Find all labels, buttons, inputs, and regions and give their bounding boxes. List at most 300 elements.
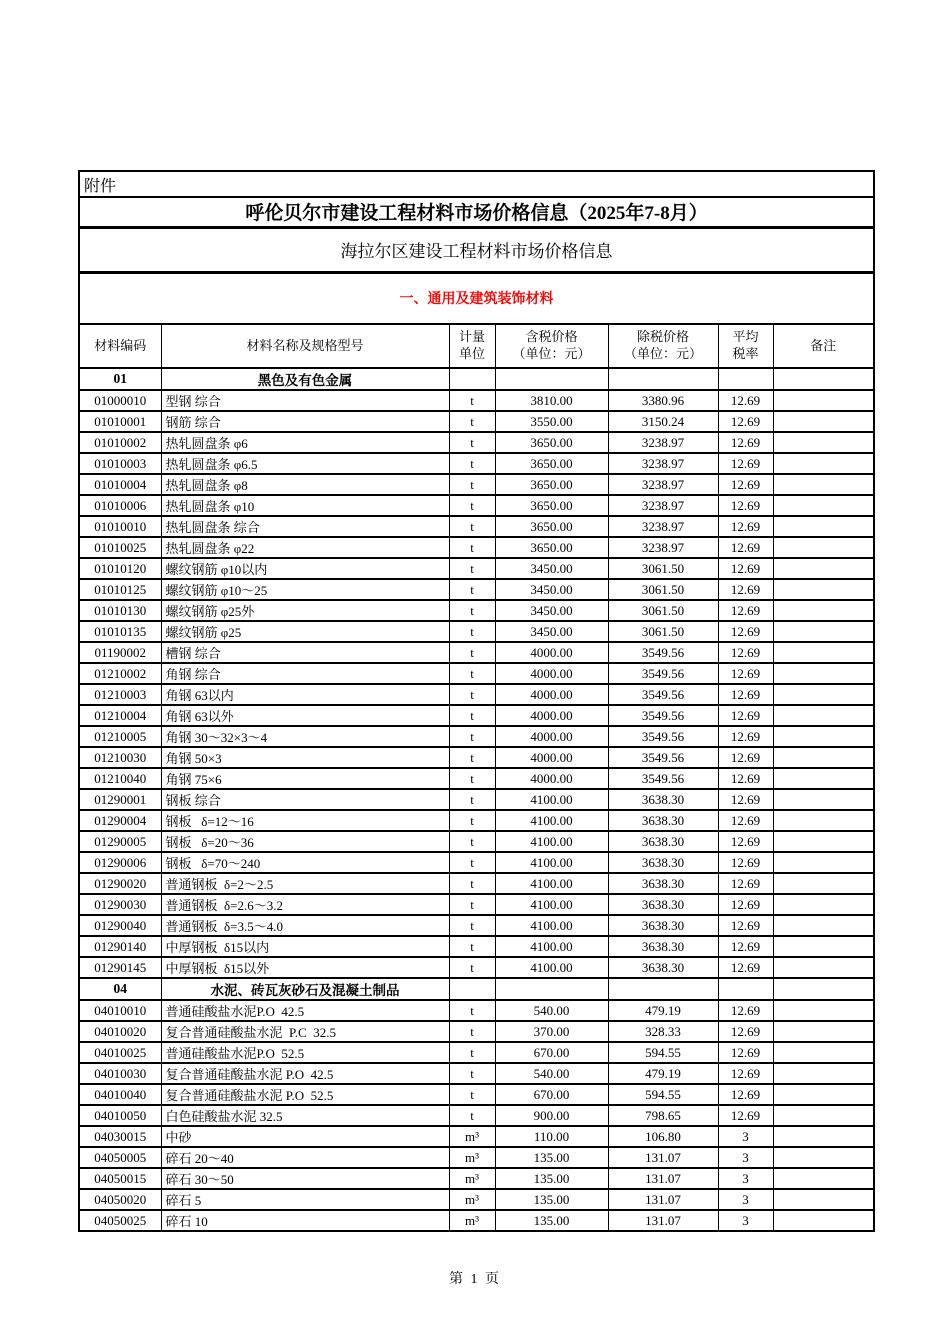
cell-avg-tax-rate: 12.69 bbox=[718, 600, 773, 621]
cell-price-incl-tax: 135.00 bbox=[495, 1210, 608, 1231]
cell-price-incl-tax: 670.00 bbox=[495, 1084, 608, 1105]
subtitle-row bbox=[79, 227, 874, 272]
cell-material-code: 01000010 bbox=[79, 390, 161, 411]
col-header-rate bbox=[718, 324, 773, 368]
cell-material-code: 01210005 bbox=[79, 726, 161, 747]
cell-unit: t bbox=[449, 432, 495, 453]
cell-avg-tax-rate: 3 bbox=[718, 1147, 773, 1168]
cell-unit: t bbox=[449, 747, 495, 768]
cell-material-name: 复合普通硅酸盐水泥 P.O 42.5 bbox=[161, 1063, 449, 1084]
table-row bbox=[79, 663, 874, 684]
cell-price-excl-tax: 3150.24 bbox=[608, 411, 718, 432]
cell-material-name: 角钢 综合 bbox=[161, 663, 449, 684]
cell-avg-tax-rate: 12.69 bbox=[718, 663, 773, 684]
table-row bbox=[79, 1063, 874, 1084]
cell-avg-tax-rate: 12.69 bbox=[718, 1021, 773, 1042]
section-name: 黑色及有色金属 bbox=[161, 368, 449, 390]
cell-price-incl-tax: 4100.00 bbox=[495, 915, 608, 936]
cell-material-name: 螺纹钢筋 φ25 bbox=[161, 621, 449, 642]
cell-avg-tax-rate: 3 bbox=[718, 1210, 773, 1231]
cell-material-code: 01290030 bbox=[79, 894, 161, 915]
cell-price-incl-tax: 3650.00 bbox=[495, 474, 608, 495]
cell-material-name: 普通硅酸盐水泥P.O 52.5 bbox=[161, 1042, 449, 1063]
cell-price-excl-tax: 3238.97 bbox=[608, 432, 718, 453]
cell-material-name: 碎石 5 bbox=[161, 1189, 449, 1210]
price-table-head-area bbox=[79, 171, 874, 368]
table-row bbox=[79, 1147, 874, 1168]
cell-unit: m³ bbox=[449, 1147, 495, 1168]
col-header-price-excl-line1: 除税价格 bbox=[636, 329, 689, 345]
col-header-price-excl bbox=[608, 324, 718, 368]
cell-remark bbox=[773, 516, 874, 537]
table-row bbox=[79, 726, 874, 747]
cell-unit: t bbox=[449, 474, 495, 495]
cell-remark bbox=[773, 1126, 874, 1147]
cell-material-name: 普通钢板 δ=2～2.5 bbox=[161, 873, 449, 894]
cell-price-incl-tax: 3550.00 bbox=[495, 411, 608, 432]
table-row bbox=[79, 537, 874, 558]
col-header-remark bbox=[773, 324, 874, 368]
table-row bbox=[79, 1105, 874, 1126]
col-header-price-incl-line2: （单位：元） bbox=[512, 346, 591, 361]
cell-material-code: 01010025 bbox=[79, 537, 161, 558]
cell-material-code: 01290006 bbox=[79, 852, 161, 873]
cell-avg-tax-rate: 3 bbox=[718, 1168, 773, 1189]
cell-price-incl-tax: 4000.00 bbox=[495, 684, 608, 705]
cell-price-excl-tax: 3380.96 bbox=[608, 390, 718, 411]
cell-remark bbox=[773, 810, 874, 831]
cell-price-excl-tax: 106.80 bbox=[608, 1126, 718, 1147]
table-row bbox=[79, 936, 874, 957]
cell-avg-tax-rate: 12.69 bbox=[718, 852, 773, 873]
table-row bbox=[79, 768, 874, 789]
cell-price-incl-tax: 4000.00 bbox=[495, 705, 608, 726]
cell-material-name: 螺纹钢筋 φ10～25 bbox=[161, 579, 449, 600]
cell-price-excl-tax: 3638.30 bbox=[608, 936, 718, 957]
cell-avg-tax-rate: 12.69 bbox=[718, 705, 773, 726]
cell-price-excl-tax: 3638.30 bbox=[608, 894, 718, 915]
cell-price-excl-tax: 3549.56 bbox=[608, 768, 718, 789]
cell-remark bbox=[773, 1084, 874, 1105]
col-header-price-incl-line1: 含税价格 bbox=[525, 329, 578, 345]
table-row bbox=[79, 621, 874, 642]
cell-price-excl-tax: 3638.30 bbox=[608, 810, 718, 831]
cell-remark bbox=[773, 705, 874, 726]
cell-remark bbox=[773, 663, 874, 684]
cell-avg-tax-rate: 12.69 bbox=[718, 1042, 773, 1063]
cell-material-name: 中厚钢板 δ15以外 bbox=[161, 957, 449, 978]
cell-unit: t bbox=[449, 894, 495, 915]
table-row bbox=[79, 852, 874, 873]
cell-material-code: 04010030 bbox=[79, 1063, 161, 1084]
cell-material-code: 01210040 bbox=[79, 768, 161, 789]
cell-price-incl-tax: 4100.00 bbox=[495, 957, 608, 978]
attachment-label: 附件 bbox=[79, 171, 874, 197]
cell-unit: t bbox=[449, 663, 495, 684]
cell-rate bbox=[718, 978, 773, 1000]
cell-remark bbox=[773, 936, 874, 957]
cell-price-excl-tax: 3638.30 bbox=[608, 789, 718, 810]
cell-material-code: 01190002 bbox=[79, 642, 161, 663]
cell-avg-tax-rate: 12.69 bbox=[718, 957, 773, 978]
cell-avg-tax-rate: 12.69 bbox=[718, 537, 773, 558]
cell-material-name: 槽钢 综合 bbox=[161, 642, 449, 663]
cell-material-name: 普通钢板 δ=2.6～3.2 bbox=[161, 894, 449, 915]
cell-remark bbox=[773, 474, 874, 495]
table-row bbox=[79, 915, 874, 936]
cell-price-excl-tax: 131.07 bbox=[608, 1168, 718, 1189]
cell-material-code: 01010135 bbox=[79, 621, 161, 642]
cell-remark bbox=[773, 1168, 874, 1189]
cell-unit: t bbox=[449, 537, 495, 558]
cell-price-incl-tax: 3450.00 bbox=[495, 600, 608, 621]
cell-unit bbox=[449, 368, 495, 390]
cell-material-code: 01290004 bbox=[79, 810, 161, 831]
cell-price-incl-tax: 540.00 bbox=[495, 1000, 608, 1021]
cell-remark bbox=[773, 621, 874, 642]
cell-remark bbox=[773, 789, 874, 810]
cell-unit: t bbox=[449, 453, 495, 474]
cell-unit: t bbox=[449, 495, 495, 516]
cell-remark bbox=[773, 1105, 874, 1126]
cell-remark bbox=[773, 600, 874, 621]
cell-avg-tax-rate: 12.69 bbox=[718, 810, 773, 831]
cell-avg-tax-rate: 12.69 bbox=[718, 747, 773, 768]
cell-material-name: 角钢 75×6 bbox=[161, 768, 449, 789]
cell-price-excl-tax: 3638.30 bbox=[608, 831, 718, 852]
cell-price-incl-tax: 3650.00 bbox=[495, 495, 608, 516]
cell-material-name: 型钢 综合 bbox=[161, 390, 449, 411]
cell-price-excl-tax: 3061.50 bbox=[608, 600, 718, 621]
cell-price-incl-tax: 4100.00 bbox=[495, 852, 608, 873]
cell-remark bbox=[773, 768, 874, 789]
cell-remark bbox=[773, 1189, 874, 1210]
cell-remark bbox=[773, 978, 874, 1000]
cell-material-name: 碎石 20～40 bbox=[161, 1147, 449, 1168]
cell-material-code: 04030015 bbox=[79, 1126, 161, 1147]
table-row bbox=[79, 747, 874, 768]
col-header-rate-line2: 税率 bbox=[732, 346, 759, 361]
cell-unit: t bbox=[449, 1105, 495, 1126]
page-title: 呼伦贝尔市建设工程材料市场价格信息（2025年7-8月） bbox=[79, 197, 874, 227]
cell-avg-tax-rate: 12.69 bbox=[718, 915, 773, 936]
cell-price-excl-tax: 3061.50 bbox=[608, 558, 718, 579]
cell-avg-tax-rate: 12.69 bbox=[718, 516, 773, 537]
cell-material-code: 04010050 bbox=[79, 1105, 161, 1126]
cell-price-excl-tax: 3549.56 bbox=[608, 747, 718, 768]
table-row bbox=[79, 579, 874, 600]
cell-price-incl-tax: 4100.00 bbox=[495, 894, 608, 915]
cell-remark bbox=[773, 537, 874, 558]
price-sheet bbox=[78, 170, 873, 1232]
table-row bbox=[79, 957, 874, 978]
cell-unit: t bbox=[449, 957, 495, 978]
table-row bbox=[79, 705, 874, 726]
cell-material-code: 01010010 bbox=[79, 516, 161, 537]
cell-material-code: 04010025 bbox=[79, 1042, 161, 1063]
cell-avg-tax-rate: 12.69 bbox=[718, 432, 773, 453]
cell-price-excl-tax: 3238.97 bbox=[608, 537, 718, 558]
cell-unit: t bbox=[449, 1084, 495, 1105]
table-row bbox=[79, 1000, 874, 1021]
cell-material-name: 复合普通硅酸盐水泥 P.C 32.5 bbox=[161, 1021, 449, 1042]
cell-material-name: 碎石 10 bbox=[161, 1210, 449, 1231]
col-header-name bbox=[161, 324, 449, 368]
cell-remark bbox=[773, 1000, 874, 1021]
cell-avg-tax-rate: 12.69 bbox=[718, 579, 773, 600]
cell-remark bbox=[773, 495, 874, 516]
cell-material-name: 热轧圆盘条 φ6.5 bbox=[161, 453, 449, 474]
cell-unit: t bbox=[449, 1021, 495, 1042]
cell-avg-tax-rate: 12.69 bbox=[718, 936, 773, 957]
cell-price-incl-tax: 4100.00 bbox=[495, 810, 608, 831]
cell-price-excl-tax: 798.65 bbox=[608, 1105, 718, 1126]
cell-price-incl-tax: 4000.00 bbox=[495, 663, 608, 684]
cell-price-excl-tax: 594.55 bbox=[608, 1042, 718, 1063]
cell-price-incl-tax: 4000.00 bbox=[495, 747, 608, 768]
cell-price-incl bbox=[495, 368, 608, 390]
cell-remark bbox=[773, 957, 874, 978]
cell-unit: t bbox=[449, 768, 495, 789]
cell-unit: t bbox=[449, 810, 495, 831]
cell-unit: t bbox=[449, 789, 495, 810]
cell-material-code: 01010130 bbox=[79, 600, 161, 621]
cell-material-name: 热轧圆盘条 φ22 bbox=[161, 537, 449, 558]
cell-avg-tax-rate: 12.69 bbox=[718, 1105, 773, 1126]
col-header-unit-line1: 计量 bbox=[458, 329, 485, 345]
cell-price-excl-tax: 131.07 bbox=[608, 1210, 718, 1231]
cell-remark bbox=[773, 894, 874, 915]
table-row bbox=[79, 411, 874, 432]
cell-remark bbox=[773, 873, 874, 894]
cell-price-incl-tax: 3650.00 bbox=[495, 453, 608, 474]
cell-material-name: 热轧圆盘条 φ10 bbox=[161, 495, 449, 516]
cell-material-name: 中砂 bbox=[161, 1126, 449, 1147]
cell-material-code: 04050025 bbox=[79, 1210, 161, 1231]
table-row bbox=[79, 453, 874, 474]
col-header-rate-line1: 平均 bbox=[732, 329, 759, 345]
cell-material-code: 01010120 bbox=[79, 558, 161, 579]
cell-material-name: 普通钢板 δ=3.5～4.0 bbox=[161, 915, 449, 936]
cell-avg-tax-rate: 12.69 bbox=[718, 894, 773, 915]
cell-remark bbox=[773, 747, 874, 768]
table-row bbox=[79, 1189, 874, 1210]
cell-price-incl bbox=[495, 978, 608, 1000]
column-header-row bbox=[79, 324, 874, 368]
cell-material-code: 01010004 bbox=[79, 474, 161, 495]
cell-price-excl-tax: 3638.30 bbox=[608, 915, 718, 936]
cell-unit: t bbox=[449, 1000, 495, 1021]
cell-remark bbox=[773, 1042, 874, 1063]
cell-material-name: 热轧圆盘条 φ8 bbox=[161, 474, 449, 495]
cell-unit: t bbox=[449, 684, 495, 705]
cell-avg-tax-rate: 12.69 bbox=[718, 831, 773, 852]
cell-material-name: 角钢 63以外 bbox=[161, 705, 449, 726]
cell-price-excl-tax: 3549.56 bbox=[608, 705, 718, 726]
cell-price-incl-tax: 3650.00 bbox=[495, 432, 608, 453]
cell-price-excl-tax: 3549.56 bbox=[608, 684, 718, 705]
cell-avg-tax-rate: 12.69 bbox=[718, 1084, 773, 1105]
cell-avg-tax-rate: 12.69 bbox=[718, 1063, 773, 1084]
cell-remark bbox=[773, 579, 874, 600]
cell-material-name: 钢板 δ=20～36 bbox=[161, 831, 449, 852]
table-row bbox=[79, 873, 874, 894]
cell-material-name: 热轧圆盘条 综合 bbox=[161, 516, 449, 537]
cell-price-incl-tax: 4000.00 bbox=[495, 642, 608, 663]
section-code: 04 bbox=[79, 978, 161, 1000]
cell-material-name: 普通硅酸盐水泥P.O 42.5 bbox=[161, 1000, 449, 1021]
cell-price-excl-tax: 3549.56 bbox=[608, 726, 718, 747]
cell-material-code: 01290020 bbox=[79, 873, 161, 894]
cell-remark bbox=[773, 915, 874, 936]
cell-material-code: 01210004 bbox=[79, 705, 161, 726]
cell-unit: m³ bbox=[449, 1210, 495, 1231]
cell-unit: m³ bbox=[449, 1168, 495, 1189]
cell-avg-tax-rate: 12.69 bbox=[718, 873, 773, 894]
col-header-code bbox=[79, 324, 161, 368]
table-row bbox=[79, 684, 874, 705]
section-name: 水泥、砖瓦灰砂石及混凝土制品 bbox=[161, 978, 449, 1000]
cell-price-incl-tax: 3450.00 bbox=[495, 579, 608, 600]
table-row bbox=[79, 390, 874, 411]
cell-material-name: 螺纹钢筋 φ25外 bbox=[161, 600, 449, 621]
cell-avg-tax-rate: 12.69 bbox=[718, 789, 773, 810]
cell-material-code: 01290040 bbox=[79, 915, 161, 936]
cell-avg-tax-rate: 12.69 bbox=[718, 642, 773, 663]
cell-unit bbox=[449, 978, 495, 1000]
table-row bbox=[79, 558, 874, 579]
cell-price-incl-tax: 3450.00 bbox=[495, 558, 608, 579]
cell-unit: m³ bbox=[449, 1189, 495, 1210]
col-header-code-label: 材料编码 bbox=[94, 337, 147, 353]
cell-avg-tax-rate: 3 bbox=[718, 1189, 773, 1210]
cell-material-code: 01290001 bbox=[79, 789, 161, 810]
cell-price-incl-tax: 4100.00 bbox=[495, 936, 608, 957]
cell-material-name: 钢板 δ=12～16 bbox=[161, 810, 449, 831]
cell-price-excl-tax: 3061.50 bbox=[608, 621, 718, 642]
col-header-price-incl bbox=[495, 324, 608, 368]
section-row bbox=[79, 368, 874, 390]
cell-material-name: 钢筋 综合 bbox=[161, 411, 449, 432]
cell-unit: t bbox=[449, 915, 495, 936]
cell-material-code: 01290145 bbox=[79, 957, 161, 978]
page-subtitle: 海拉尔区建设工程材料市场价格信息 bbox=[79, 227, 874, 272]
cell-material-name: 白色硅酸盐水泥 32.5 bbox=[161, 1105, 449, 1126]
cell-unit: t bbox=[449, 831, 495, 852]
cell-remark bbox=[773, 558, 874, 579]
cell-price-incl-tax: 135.00 bbox=[495, 1147, 608, 1168]
cell-price-incl-tax: 135.00 bbox=[495, 1189, 608, 1210]
cell-price-incl-tax: 3450.00 bbox=[495, 621, 608, 642]
cell-remark bbox=[773, 1063, 874, 1084]
cell-unit: m³ bbox=[449, 1126, 495, 1147]
cell-price-excl-tax: 479.19 bbox=[608, 1000, 718, 1021]
cell-material-name: 角钢 30～32×3～4 bbox=[161, 726, 449, 747]
table-row bbox=[79, 516, 874, 537]
cell-price-incl-tax: 4000.00 bbox=[495, 768, 608, 789]
cell-price-excl-tax: 131.07 bbox=[608, 1189, 718, 1210]
cell-remark bbox=[773, 1210, 874, 1231]
cell-material-name: 钢板 综合 bbox=[161, 789, 449, 810]
cell-material-code: 04010010 bbox=[79, 1000, 161, 1021]
cell-price-excl-tax: 3238.97 bbox=[608, 516, 718, 537]
cell-unit: t bbox=[449, 936, 495, 957]
cell-price-excl-tax: 131.07 bbox=[608, 1147, 718, 1168]
cell-avg-tax-rate: 12.69 bbox=[718, 495, 773, 516]
cell-price-incl-tax: 110.00 bbox=[495, 1126, 608, 1147]
cell-price-excl-tax: 3638.30 bbox=[608, 957, 718, 978]
cell-price-incl-tax: 135.00 bbox=[495, 1168, 608, 1189]
cell-remark bbox=[773, 390, 874, 411]
cell-material-code: 01010125 bbox=[79, 579, 161, 600]
table-row bbox=[79, 831, 874, 852]
cell-unit: t bbox=[449, 1063, 495, 1084]
col-header-remark-label: 备注 bbox=[810, 337, 837, 353]
table-row bbox=[79, 1126, 874, 1147]
cell-material-name: 螺纹钢筋 φ10以内 bbox=[161, 558, 449, 579]
cell-avg-tax-rate: 12.69 bbox=[718, 1000, 773, 1021]
col-header-unit-line2: 单位 bbox=[458, 346, 485, 361]
cell-avg-tax-rate: 12.69 bbox=[718, 390, 773, 411]
cell-unit: t bbox=[449, 705, 495, 726]
cell-avg-tax-rate: 12.69 bbox=[718, 474, 773, 495]
cell-price-excl-tax: 3238.97 bbox=[608, 474, 718, 495]
cell-price-excl-tax: 479.19 bbox=[608, 1063, 718, 1084]
cell-price-excl-tax: 594.55 bbox=[608, 1084, 718, 1105]
table-row bbox=[79, 1084, 874, 1105]
cell-price-excl-tax: 328.33 bbox=[608, 1021, 718, 1042]
cell-price-excl-tax: 3549.56 bbox=[608, 642, 718, 663]
col-header-unit bbox=[449, 324, 495, 368]
table-row bbox=[79, 474, 874, 495]
cell-price-incl-tax: 900.00 bbox=[495, 1105, 608, 1126]
col-header-price-excl-line2: （单位：元） bbox=[623, 346, 702, 361]
price-table bbox=[78, 170, 875, 1232]
cell-price-incl-tax: 4000.00 bbox=[495, 726, 608, 747]
table-row bbox=[79, 1021, 874, 1042]
cell-material-code: 01210002 bbox=[79, 663, 161, 684]
cell-remark bbox=[773, 831, 874, 852]
cell-unit: t bbox=[449, 852, 495, 873]
cell-unit: t bbox=[449, 1042, 495, 1063]
cell-remark bbox=[773, 684, 874, 705]
cell-unit: t bbox=[449, 579, 495, 600]
table-row bbox=[79, 1210, 874, 1231]
cell-avg-tax-rate: 12.69 bbox=[718, 621, 773, 642]
table-row bbox=[79, 1042, 874, 1063]
table-row bbox=[79, 642, 874, 663]
cell-price-incl-tax: 4100.00 bbox=[495, 789, 608, 810]
cell-unit: t bbox=[449, 642, 495, 663]
cell-material-code: 04010040 bbox=[79, 1084, 161, 1105]
cell-unit: t bbox=[449, 558, 495, 579]
cell-avg-tax-rate: 12.69 bbox=[718, 684, 773, 705]
cell-remark bbox=[773, 1147, 874, 1168]
cell-remark bbox=[773, 411, 874, 432]
cell-avg-tax-rate: 12.69 bbox=[718, 411, 773, 432]
cell-price-excl-tax: 3638.30 bbox=[608, 852, 718, 873]
cell-remark bbox=[773, 1021, 874, 1042]
cell-price-excl-tax: 3238.97 bbox=[608, 453, 718, 474]
cell-avg-tax-rate: 3 bbox=[718, 1126, 773, 1147]
cell-avg-tax-rate: 12.69 bbox=[718, 768, 773, 789]
cell-material-code: 01010001 bbox=[79, 411, 161, 432]
cell-price-incl-tax: 540.00 bbox=[495, 1063, 608, 1084]
attachment-row bbox=[79, 171, 874, 197]
cell-material-code: 01210003 bbox=[79, 684, 161, 705]
cell-material-code: 04050020 bbox=[79, 1189, 161, 1210]
section-code: 01 bbox=[79, 368, 161, 390]
